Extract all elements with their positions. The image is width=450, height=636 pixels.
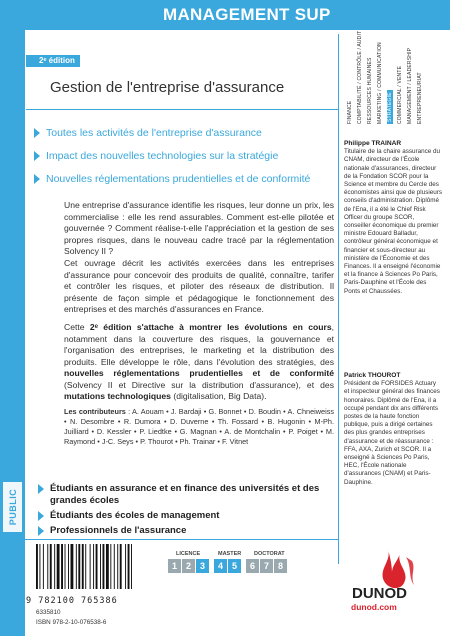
- level-box: 6: [246, 559, 259, 573]
- triangle-bullet-icon: [34, 128, 40, 138]
- author-bio: [344, 140, 442, 296]
- subject-tags: [341, 30, 450, 124]
- subject-tag: COMPTABILITÉ / CONTRÔLE / AUDIT: [356, 30, 363, 124]
- barcode-area: [26, 542, 166, 597]
- author-bio-text: Président de FORSIDES Actuary et inspecteur général des finances honoraires. Diplômé de l'Ena, il a occupé pendant dix ans différents postes de la haute fonction publique, puis a dirigé certaines des plus grandes entreprises d'assurance et de réassurance : FFA, AXA, Zurich et SCOR. Il a enseigné à Sciences Po Paris, HEC, l'École nationale d'assurances (CNAM) et Paris-Dauphine.: [344, 380, 440, 486]
- triangle-bullet-icon: [38, 511, 44, 521]
- edition-badge: [26, 55, 80, 67]
- subject-tag: MANAGEMENT / LEADERSHIP: [406, 47, 413, 124]
- audience-list: [38, 483, 320, 540]
- audience-item: Étudiants des écoles de management: [38, 510, 320, 522]
- level-label-master: MASTER: [218, 551, 242, 557]
- highlight-item: Impact des nouvelles technologies sur la stratégie: [34, 144, 310, 167]
- description-paragraph-3: Cette 2ᵉ édition s'attache à montrer les évolutions en cours, notamment dans la couverture des risques, la gouvernance et l'organisation des entreprises, le marketing et la distribution des produits. Elle développe le rôle, dans l'évolution des stratégies, des nouvelles réglementations prudentielles et de conformité (Solvency II et Directive sur la distribution d'assurance), et des mutations technologiques (digitalisation, Big Data).: [64, 322, 334, 401]
- barcode-number: 9 782100 765386: [26, 596, 118, 606]
- contributors-names: : A. Aouam • J. Bardaji • G. Bonnet • D. Boudin • A. Chneiweiss • N. Desombre • R. Dumora • D. Duverne • Th. Fossard • B. Hugonin • M-Ph. Juilliard • D. Kessler • P. Liedtke • G. Magnan • A. de Montchalin • P. Poiget • M. Raymond • J-C. Seys • P. Thourot • Ph. Trainar • F. Vitnet: [64, 407, 335, 446]
- level-box: 8: [274, 559, 287, 573]
- level-box: 4: [214, 559, 227, 573]
- public-tab: [3, 482, 22, 532]
- publisher-url: dunod.com: [351, 602, 397, 612]
- audience-divider: [25, 539, 338, 540]
- left-color-band: [0, 0, 25, 636]
- level-box: 3: [196, 559, 209, 573]
- book-title: Gestion de l'entreprise d'assurance: [50, 79, 285, 96]
- subject-tag: RESSOURCES HUMAINES: [366, 57, 373, 124]
- level-boxes: [168, 559, 288, 573]
- series-title: MANAGEMENT SUP: [163, 5, 331, 24]
- product-code: 6335810: [36, 609, 61, 616]
- triangle-bullet-icon: [34, 151, 40, 161]
- edition-label: 2ᵉ édition: [39, 56, 75, 65]
- level-box: 2: [182, 559, 195, 573]
- triangle-bullet-icon: [38, 526, 44, 536]
- isbn: ISBN 978-2-10-076538-6: [36, 619, 107, 626]
- public-label: PUBLIC: [7, 488, 18, 526]
- subject-tag: FINANCE: [346, 100, 353, 124]
- subject-tag: MARKETING / COMMUNICATION: [376, 42, 383, 124]
- author-name: Patrick THOUROT: [344, 372, 401, 379]
- contributors-list: [64, 407, 334, 447]
- author-name: Philippe TRAINAR: [344, 140, 402, 147]
- author-bio: [344, 372, 442, 487]
- audience-item: Étudiants en assurance et en finance des universités et des grandes écoles: [38, 483, 320, 507]
- author-bio-text: Titulaire de la chaire assurance du CNAM, directeur de l'École nationale d'assurances, directeur de la Fondation SCOR pour la Science et membre du Cercle des économistes ainsi que de plusieurs conseils d'administration. Diplômé de l'Ena, il a été le Chief Risk Officer du groupe SCOR, conseiller économique du premier ministre Edouard Balladur, contrôleur général économique et financier et sous-directeur au ministère de l'Économie et des Finances. Il a enseigné l'économie et la finance à Sciences Po Paris, Paris-Dauphine et l'École des Ponts et Chaussées.: [344, 148, 443, 295]
- level-box: 1: [168, 559, 181, 573]
- description-paragraph-2: Cet ouvrage décrit les activités exercées dans les entreprises d'assurance pour concevoir des produits de qualité, connaître, tarifer et contrôler les risques, et piloter des réseaux de distribution. Il présente de façon simple et pédagogique le fonctionnement des entreprises et des marchés d'assurances en France.: [64, 258, 334, 314]
- triangle-bullet-icon: [34, 174, 40, 184]
- level-box: 7: [260, 559, 273, 573]
- contributors-label: Les contributeurs: [64, 407, 126, 416]
- description-paragraph-1: Une entreprise d'assurance identifie les risques, leur donne un prix, les commercialise : elle les rend assurables. Comment est-elle pilotée et gouvernée ? Comment réalise-t-elle l'appréciation et la gestion de ses propres risques, dans le nouveau cadre tracé par la réglementation Solvency II ?: [64, 200, 334, 256]
- level-box: 5: [228, 559, 241, 573]
- highlight-item: Toutes les activités de l'entreprise d'assurance: [34, 121, 310, 144]
- audience-item: Professionnels de l'assurance: [38, 525, 320, 537]
- column-divider: [338, 34, 339, 564]
- level-label-licence: LICENCE: [176, 551, 201, 557]
- subject-tag: COMMERCIAL / VENTE: [396, 65, 403, 124]
- highlights-list: [34, 121, 310, 190]
- subject-tag-active: STRATÉGIE: [386, 92, 393, 122]
- subject-tag: ENTREPRENEURIAT: [416, 72, 423, 124]
- series-header: [25, 0, 450, 30]
- publisher-name: DUNOD: [352, 585, 407, 602]
- barcode-icon: [34, 544, 159, 589]
- triangle-bullet-icon: [38, 484, 44, 494]
- title-divider: [26, 109, 338, 110]
- highlight-item: Nouvelles réglementations prudentielles et de conformité: [34, 167, 310, 190]
- level-label-doctorat: DOCTORAT: [254, 551, 285, 557]
